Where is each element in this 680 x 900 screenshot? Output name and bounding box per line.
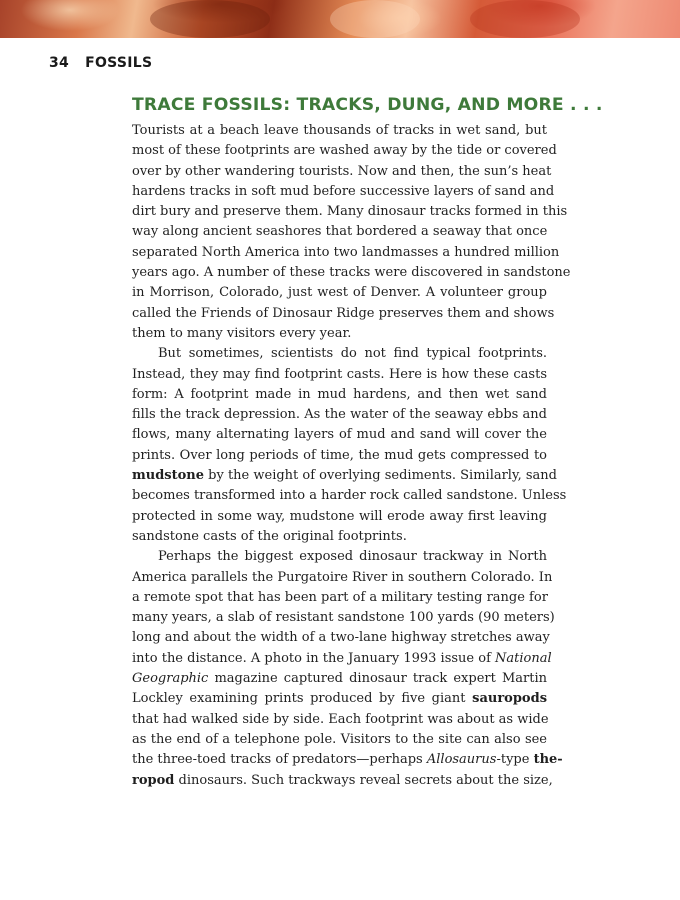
text-line <box>132 283 547 303</box>
text-run: America parallels the Purgatoire River in southern Colorado. In <box>132 569 553 585</box>
text-line <box>132 507 547 527</box>
section-title: FOSSILS <box>85 55 153 71</box>
text-line <box>132 588 547 608</box>
text-run: dinosaurs. Such trackways reveal secrets about the size, <box>178 772 553 788</box>
text-line <box>132 466 557 486</box>
text-run: form: A footprint made in mud hardens, and then wet sand <box>132 386 547 402</box>
text-run: that had walked side by side. Each footprint was about as wide <box>132 711 549 727</box>
bold-term: the- <box>533 752 563 768</box>
text-run: years ago. A number of these tracks were discovered in sandstone <box>132 265 571 281</box>
text-run: fills the track depression. As the water of the seaway ebbs and <box>132 407 547 423</box>
text-run: protected in some way, mudstone will erode away first leaving <box>132 508 547 524</box>
text-line <box>132 243 560 263</box>
text-run: them to many visitors every year. <box>132 325 352 341</box>
text-run: called the Friends of Dinosaur Ridge preserves them and shows <box>132 305 555 321</box>
text-line <box>132 568 553 588</box>
text-line <box>132 730 547 750</box>
text-line <box>132 222 547 242</box>
text-line <box>132 304 555 324</box>
text-run: a remote spot that has been part of a military testing range for <box>132 589 548 605</box>
text-line <box>132 547 547 567</box>
banner-streak <box>330 0 420 38</box>
text-line <box>132 425 547 445</box>
text-line <box>132 141 557 161</box>
text-line <box>132 710 547 730</box>
text-run: Tourists at a beach leave thousands of tracks in wet sand, but <box>132 123 547 138</box>
text-run: dirt bury and preserve them. Many dinosaur tracks formed in this <box>132 204 568 220</box>
text-line <box>132 771 553 791</box>
text-line <box>132 608 555 628</box>
text-run: by the weight of overlying sediments. Similarly, sand <box>208 468 557 484</box>
section-heading: TRACE FOSSILS: TRACKS, DUNG, AND MORE . . . <box>132 95 603 115</box>
text-run: way along ancient seashores that bordered a seaway that once <box>132 224 548 240</box>
running-header <box>49 55 152 71</box>
text-line <box>132 527 547 547</box>
text-line <box>132 405 547 425</box>
body-text <box>132 121 571 791</box>
text-line <box>132 446 547 466</box>
text-line <box>132 202 568 222</box>
text-run: Perhaps the biggest exposed dinosaur trackway in North <box>158 549 547 565</box>
text-run: flows, many alternating layers of mud and sand will cover the <box>132 427 547 443</box>
text-line <box>132 385 547 405</box>
text-line <box>132 750 563 770</box>
text-run: magazine captured dinosaur track expert Martin <box>214 671 547 687</box>
text-line <box>132 486 567 506</box>
text-line <box>132 324 547 344</box>
italic-term: Allosaurus <box>426 752 497 768</box>
text-line <box>132 162 552 182</box>
text-line <box>132 649 552 669</box>
bold-term: mudstone <box>132 468 205 484</box>
text-line <box>132 669 547 689</box>
text-run: in Morrison, Colorado, just west of Denver. A volunteer group <box>132 285 547 301</box>
text-run: becomes transformed into a harder rock called sandstone. Unless <box>132 488 567 504</box>
text-run: the three-toed tracks of predators—perhaps <box>132 752 423 768</box>
text-line <box>132 121 547 141</box>
text-run: But sometimes, scientists do not find typical footprints. <box>158 346 547 362</box>
text-run: sandstone casts of the original footprints. <box>132 528 407 544</box>
bold-term: ropod <box>132 772 175 788</box>
text-run: Lockley examining prints produced by five giant <box>132 691 466 707</box>
text-run: many years, a slab of resistant sandstone 100 yards (90 meters) <box>132 610 555 626</box>
italic-term: National <box>495 650 552 666</box>
text-line <box>132 628 550 648</box>
banner-streak <box>470 0 580 38</box>
text-run: hardens tracks in soft mud before successive layers of sand and <box>132 183 555 199</box>
italic-term: Geographic <box>132 671 209 687</box>
text-line <box>132 182 555 202</box>
text-line <box>132 344 547 364</box>
decorative-banner <box>0 0 680 38</box>
text-line <box>132 263 571 283</box>
text-run: -type <box>496 752 530 768</box>
text-run: Instead, they may find footprint casts. Here is how these casts <box>132 366 547 382</box>
text-run: over by other wandering tourists. Now and then, the sun’s heat <box>132 163 552 179</box>
text-run: separated North America into two landmasses a hundred million <box>132 244 560 260</box>
text-run: into the distance. A photo in the January 1993 issue of <box>132 650 491 666</box>
bold-term: sauropods <box>472 691 548 707</box>
text-line <box>132 689 547 709</box>
text-run: prints. Over long periods of time, the mud gets compressed to <box>132 447 547 463</box>
page-number: 34 <box>49 55 70 71</box>
text-run: most of these footprints are washed away by the tide or covered <box>132 143 557 159</box>
banner-streak <box>150 0 270 38</box>
text-run: long and about the width of a two-lane highway stretches away <box>132 630 550 646</box>
text-run: as the end of a telephone pole. Visitors to the site can also see <box>132 731 547 747</box>
text-line <box>132 365 547 385</box>
